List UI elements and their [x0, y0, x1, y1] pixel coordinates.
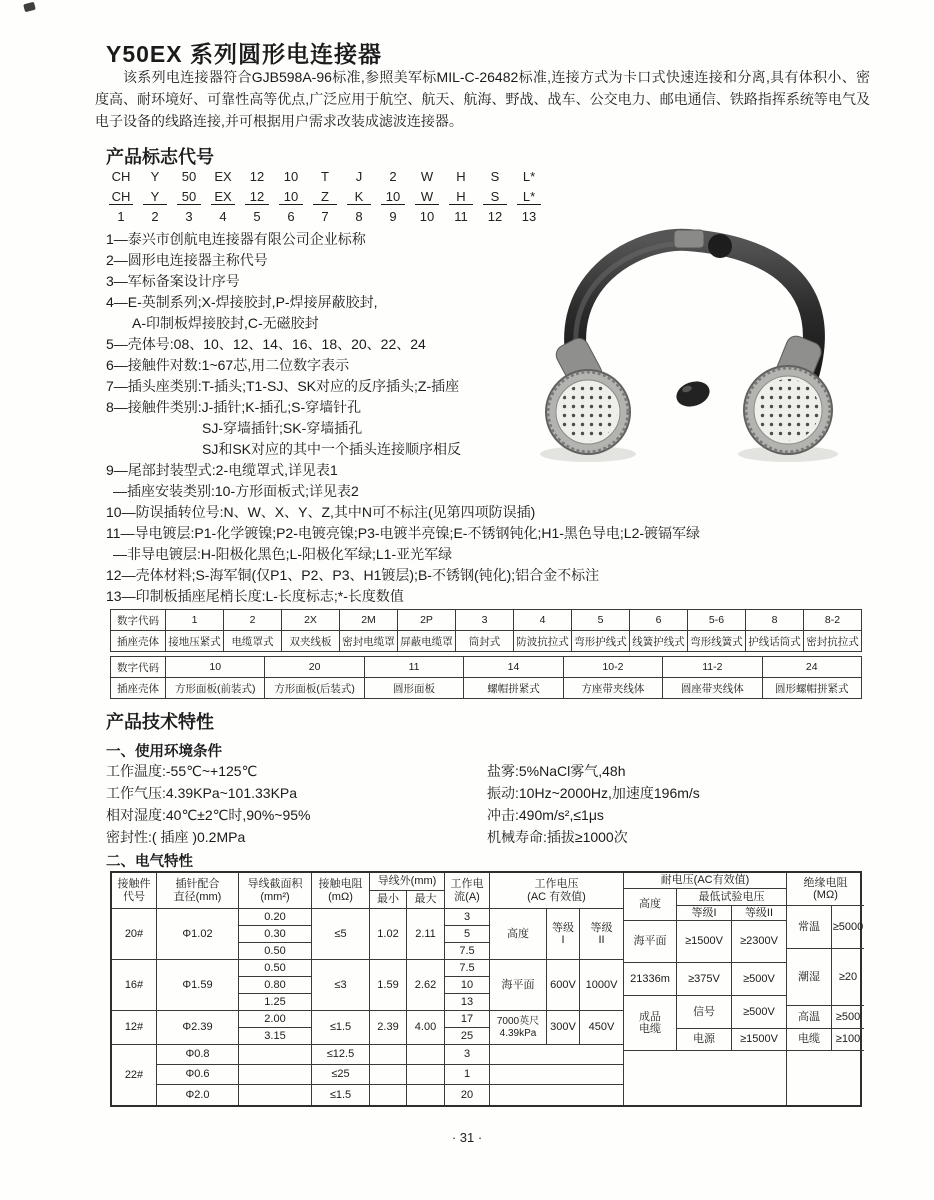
- env-line: 相对湿度:40℃±2℃时,90%~95%: [106, 807, 311, 823]
- code-value: 10: [279, 189, 303, 205]
- cell: [407, 1045, 445, 1065]
- code-cell: T: [321, 169, 329, 184]
- cell: ≥20: [832, 949, 864, 1006]
- code-row-1: [104, 169, 546, 189]
- code-cell: [478, 189, 512, 209]
- col-wire-area: [239, 873, 312, 1105]
- cell: [490, 1085, 624, 1105]
- table-cell: 密封电缆罩: [340, 631, 398, 651]
- env-line: 机械寿命:插拔≥1000次: [487, 829, 628, 845]
- code-position: 12: [487, 209, 503, 224]
- code-position: 7: [321, 209, 329, 224]
- list-item: 5—壳体号:08、10、12、14、16、18、20、22、24: [106, 336, 426, 352]
- cell: 1.02: [370, 909, 407, 960]
- cell: 等级 II: [580, 909, 624, 960]
- cell: 7.5: [445, 943, 490, 960]
- cell: 21336m: [624, 963, 677, 996]
- env-line: 工作气压:4.39KPa~101.33KPa: [106, 785, 298, 801]
- cell: 耐电压(AC有效值): [624, 873, 787, 889]
- code-position: 4: [219, 209, 227, 224]
- code-row-positions: [104, 209, 546, 229]
- code-value: W: [415, 189, 439, 205]
- cell: 工作电压 (AC 有效值): [490, 873, 624, 909]
- cap: [673, 377, 713, 410]
- code-cells: [166, 657, 861, 677]
- row-label: 数字代码: [111, 657, 166, 677]
- cell: 3: [445, 1045, 490, 1065]
- col-pin-diameter: [157, 873, 239, 1105]
- cell: [407, 1065, 445, 1085]
- cell: 0.50: [239, 943, 312, 960]
- table-cell: 24: [805, 661, 818, 673]
- code-cell: [104, 189, 138, 209]
- col-withstand-voltage: [624, 873, 787, 1105]
- cable: [575, 230, 814, 382]
- code-position: 9: [389, 209, 397, 224]
- col-insulation-resistance: [787, 873, 864, 1105]
- cell: 1.59: [370, 960, 407, 1011]
- table-cell: 2X: [282, 610, 340, 630]
- cell: 等级I: [677, 906, 732, 921]
- cell: ≥500V: [732, 963, 787, 996]
- table-cell: 圆形螺帽拼紧式: [774, 682, 849, 695]
- table-cell: 2M: [340, 610, 398, 630]
- page-title: Y50EX 系列圆形电连接器: [106, 41, 382, 67]
- code-value: 50: [177, 189, 201, 205]
- connector-photo: [488, 222, 874, 478]
- table-cell: 防波抗拉式: [514, 631, 572, 651]
- cell: [370, 1045, 407, 1065]
- cell: Φ0.6: [157, 1065, 239, 1085]
- list-item: A-印制板焊接胶封,C-无磁胶封: [132, 315, 319, 331]
- cell: Φ1.59: [157, 960, 239, 1011]
- list-item: 12—壳体材料;S-海军铜(仅P1、P2、P3、H1镀层);B-不锈钢(钝化);铝合金不标注: [106, 567, 600, 583]
- cell: 16#: [112, 960, 157, 1011]
- env-line: 盐雾:5%NaCl雾气,48h: [487, 763, 626, 779]
- cell: ≥500V: [732, 996, 787, 1029]
- cell: Φ1.02: [157, 909, 239, 960]
- table-cell: 双夹线板: [282, 631, 340, 651]
- cell: 17: [445, 1011, 490, 1028]
- cell: [239, 1085, 312, 1105]
- code-value: EX: [211, 189, 235, 205]
- electrical-table: [110, 871, 862, 1107]
- cell: 2.62: [407, 960, 445, 1011]
- code-cell: J: [355, 169, 363, 184]
- table-cell: 10-2: [564, 657, 663, 677]
- table-cell: 5: [572, 610, 630, 630]
- table-cell: 8-2: [824, 614, 841, 626]
- cell: [407, 1085, 445, 1105]
- env-heading: 一、使用环境条件: [106, 744, 222, 760]
- elec-heading: 二、电气特性: [106, 854, 193, 870]
- cell: [787, 1051, 864, 1105]
- cell: 0.80: [239, 977, 312, 994]
- code-value: 10: [381, 189, 405, 205]
- cell: 3.15: [239, 1028, 312, 1045]
- list-item: 10—防误插转位号:N、W、X、Y、Z,其中N可不标注(见第四项防误插): [106, 504, 536, 520]
- cell: ≥1500V: [677, 921, 732, 963]
- code-value: Y: [143, 189, 167, 205]
- cell: 等级II: [732, 906, 787, 921]
- cell: 海平面: [624, 921, 677, 963]
- scan-artifact: [23, 2, 36, 13]
- list-item: SJ和SK对应的其中一个插头连接顺序相反: [202, 441, 462, 457]
- table-cell: 螺帽拼紧式: [464, 678, 563, 698]
- code-cell: [138, 189, 172, 209]
- cell: 2.39: [370, 1011, 407, 1045]
- code-cell: [342, 189, 376, 209]
- cell: ≥1500V: [732, 1029, 787, 1051]
- cell: [490, 1045, 624, 1065]
- cell: 13: [445, 994, 490, 1011]
- env-conditions-left: [106, 760, 310, 848]
- col-contact-resistance: [312, 873, 370, 1105]
- code-cell: [444, 189, 478, 209]
- code-position: 3: [185, 209, 193, 224]
- section-heading-tech: 产品技术特性: [106, 712, 214, 732]
- cell: Φ2.0: [157, 1085, 239, 1105]
- code-cell: EX: [214, 169, 232, 184]
- cell: 1: [445, 1065, 490, 1085]
- table-cell: 密封抗拉式: [806, 635, 859, 648]
- row-label: 数字代码: [111, 610, 166, 630]
- table-cell: 11-2: [663, 657, 762, 677]
- list-item: 8—接触件类别:J-插针;K-插孔;S-穿墙针孔: [106, 399, 362, 415]
- cell: 7000英尺 4.39kPa: [490, 1011, 547, 1045]
- table-cell: 圆形面板: [365, 678, 464, 698]
- cell: Φ2.39: [157, 1011, 239, 1045]
- table-cell: 10: [166, 657, 265, 677]
- cell: 电缆: [787, 1029, 832, 1051]
- cell: ≤3: [312, 960, 370, 1011]
- list-item: 1—泰兴市创航电连接器有限公司企业标称: [106, 231, 366, 247]
- list-item: 3—军标备案设计序号: [106, 273, 240, 289]
- cell: ≥2300V: [732, 921, 787, 963]
- table-cell: 弯形护线式: [572, 631, 630, 651]
- code-position: 13: [521, 209, 537, 224]
- code-cell: 2: [389, 169, 397, 184]
- cell: 22#: [112, 1045, 157, 1105]
- cell: 1000V: [580, 960, 624, 1011]
- code-position: 1: [117, 209, 125, 224]
- table-cell: 弯形线簧式: [688, 631, 746, 651]
- shell-cells: [166, 678, 861, 698]
- cell: 高温: [787, 1006, 832, 1029]
- cell: 2.11: [407, 909, 445, 960]
- col-contact-code: [112, 873, 157, 1105]
- table-cell: 方形面板(后装式): [265, 678, 364, 698]
- code-position: 11: [454, 209, 468, 224]
- cell: ≥5000: [832, 906, 864, 949]
- cell: 接触电阻 (mΩ): [312, 873, 370, 909]
- code-cell: [410, 189, 444, 209]
- list-item: 2—圆形电连接器主称代号: [106, 252, 268, 268]
- code-cell: [240, 189, 274, 209]
- cell: 潮湿: [787, 949, 832, 1006]
- table-cell: 14: [464, 657, 563, 677]
- cell: 1.25: [239, 994, 312, 1011]
- mount-type-table: [110, 656, 862, 699]
- code-value: H: [449, 189, 473, 205]
- row-label: 插座壳体: [111, 631, 166, 651]
- cell: 最小: [370, 891, 407, 909]
- cell: 成品 电缆: [624, 996, 677, 1051]
- code-cell: H: [456, 169, 466, 184]
- list-item: 11—导电镀层:P1-化学镀镍;P2-电镀亮镍;P3-电镀半亮镍;E-不锈钢钝化;H1-黑色导电;L2-镀镉军绿: [106, 525, 701, 541]
- cell: 12#: [112, 1011, 157, 1045]
- table-cell: 方座带夹线体: [564, 678, 663, 698]
- cell: ≥100: [832, 1029, 864, 1051]
- table-cell: 8: [746, 610, 804, 630]
- code-cell: W: [420, 169, 434, 184]
- cell: 工作电 流(A): [445, 873, 490, 909]
- code-position: 10: [419, 209, 435, 224]
- cell: 导线外(mm): [370, 873, 445, 891]
- cell: 海平面: [490, 960, 547, 1011]
- cell: 25: [445, 1028, 490, 1045]
- list-item: 4—E-英制系列;X-焊接胶封,P-焊接屏蔽胶封,: [106, 294, 378, 310]
- cell: 最低试验电压: [677, 889, 787, 906]
- cell: Φ0.8: [157, 1045, 239, 1065]
- code-value: L*: [517, 189, 541, 205]
- cell: [490, 1065, 624, 1085]
- table-cell: 圆座带夹线体: [663, 678, 762, 698]
- cell: 2.00: [239, 1011, 312, 1028]
- code-cell: [206, 189, 240, 209]
- cell: 3: [445, 909, 490, 926]
- table-cell: 1: [166, 610, 224, 630]
- code-cell: [308, 189, 342, 209]
- cell: ≤1.5: [312, 1085, 370, 1105]
- list-item: 6—接触件对数:1~67芯,用二位数字表示: [106, 357, 350, 373]
- cell: 4.00: [407, 1011, 445, 1045]
- tail-package-table: [110, 609, 862, 652]
- cell: 常温: [787, 906, 832, 949]
- cell: 最大: [407, 891, 445, 909]
- code-cell: [376, 189, 410, 209]
- table-cell: 屏蔽电缆罩: [398, 631, 456, 651]
- table-cell: 20: [265, 657, 364, 677]
- code-value: K: [347, 189, 371, 205]
- table-cell: 线簧护线式: [630, 631, 688, 651]
- code-cell: Y: [150, 169, 160, 184]
- cell: 600V: [547, 960, 580, 1011]
- code-value: CH: [109, 189, 133, 205]
- cell: 10: [445, 977, 490, 994]
- code-cell: CH: [111, 169, 131, 184]
- table-cell: 2P: [398, 610, 456, 630]
- marking-code-table: [104, 169, 546, 229]
- env-line: 密封性:( 插座 )0.2MPa: [106, 829, 246, 845]
- cell: ≤12.5: [312, 1045, 370, 1065]
- table-cell: 电缆罩式: [224, 631, 282, 651]
- code-cell: [274, 189, 308, 209]
- cell: 20: [445, 1085, 490, 1105]
- code-cell: [172, 189, 206, 209]
- env-conditions-right: [487, 760, 700, 848]
- cell: 导线截面积 (mm²): [239, 873, 312, 909]
- cell: [239, 1065, 312, 1085]
- code-position: 8: [355, 209, 363, 224]
- list-item: 7—插头座类别:T-插头;T1-SJ、SK对应的反序插头;Z-插座: [106, 378, 460, 394]
- code-value: S: [483, 189, 507, 205]
- cell: [239, 1045, 312, 1065]
- cell: ≤25: [312, 1065, 370, 1085]
- cell: ≤5: [312, 909, 370, 960]
- cell: 0.20: [239, 909, 312, 926]
- intro-paragraph: 该系列电连接器符合GJB598A-96标准,参照美军标MIL-C-26482标准,连接方式为卡口式快速连接和分离,具有体积小、密度高、耐环境好、可靠性高等优点,广泛应用于航空、航天、航海、野战、战车、公交电力、邮电通信、铁路指挥系统等电气及电子设备的线路连接,并可根据用户需求改装成滤波连接器。: [95, 69, 870, 129]
- cell: 高度: [490, 909, 547, 960]
- cell: 7.5: [445, 960, 490, 977]
- table-cell: 5-6: [688, 610, 746, 630]
- cell: 0.50: [239, 960, 312, 977]
- code-position: 2: [151, 209, 159, 224]
- list-item: SJ-穿墙插针;SK-穿墙插孔: [202, 420, 363, 436]
- code-cell: [512, 189, 546, 209]
- table-cell: 护线话筒式: [746, 631, 804, 651]
- cell: 电源: [677, 1029, 732, 1051]
- table-cell: 4: [514, 610, 572, 630]
- col-wire-od: [370, 873, 445, 1105]
- code-position: 5: [253, 209, 261, 224]
- code-position: 6: [287, 209, 295, 224]
- table-cell: 筒封式: [456, 631, 514, 651]
- table-cell: 3: [456, 610, 514, 630]
- table-cell: 11: [365, 657, 464, 677]
- table-cell: 2: [224, 610, 282, 630]
- table-cell: 6: [630, 610, 688, 630]
- code-cell: L*: [522, 169, 536, 184]
- cell: 等级 I: [547, 909, 580, 960]
- cell: 0.30: [239, 926, 312, 943]
- code-value: 12: [245, 189, 269, 205]
- cell: ≥500: [832, 1006, 864, 1029]
- col-current: [445, 873, 490, 1105]
- cell: 5: [445, 926, 490, 943]
- section-heading-marking: 产品标志代号: [106, 147, 214, 167]
- env-line: 振动:10Hz~2000Hz,加速度196m/s: [487, 785, 700, 801]
- cell: 450V: [580, 1011, 624, 1045]
- cell: 300V: [547, 1011, 580, 1045]
- cell: 插针配合 直径(mm): [157, 873, 239, 909]
- table-cell: 方形面板(前装式): [166, 678, 265, 698]
- cell: ≤1.5: [312, 1011, 370, 1045]
- cell: 信号: [677, 996, 732, 1029]
- list-item: 13—印制板插座尾梢长度:L-长度标志;*-长度数值: [106, 588, 404, 604]
- list-item: —非导电镀层:H-阳极化黑色;L-阳极化军绿;L1-亚光军绿: [113, 546, 453, 562]
- cell: 绝缘电阻 (MΩ): [787, 873, 864, 906]
- cell: [370, 1085, 407, 1105]
- env-line: 工作温度:-55℃~+125℃: [106, 763, 258, 779]
- cell: ≥375V: [677, 963, 732, 996]
- page-number: · 31 ·: [451, 1130, 483, 1145]
- code-cell: S: [490, 169, 500, 184]
- code-cell: 50: [181, 169, 197, 184]
- list-item: —插座安装类别:10-方形面板式;详见表2: [113, 483, 359, 499]
- code-cell: 12: [249, 169, 265, 184]
- cell: 20#: [112, 909, 157, 960]
- cell: 高度: [624, 889, 677, 921]
- cell: [624, 1051, 787, 1105]
- row-label: 插座壳体: [111, 678, 166, 698]
- code-row-2: [104, 189, 546, 209]
- code-cells: [166, 610, 861, 630]
- env-line: 冲击:490m/s²,≤1μs: [487, 807, 604, 823]
- code-value: Z: [313, 189, 337, 205]
- cell: [370, 1065, 407, 1085]
- list-item: 9—尾部封装型式:2-电缆罩式,详见表1: [106, 462, 338, 478]
- col-working-voltage: [490, 873, 624, 1105]
- table-cell: 接地压紧式: [166, 631, 224, 651]
- left-connector: [540, 335, 636, 462]
- code-cell: 10: [283, 169, 299, 184]
- cell: 接触件 代号: [112, 873, 157, 909]
- shell-cells: [166, 631, 861, 651]
